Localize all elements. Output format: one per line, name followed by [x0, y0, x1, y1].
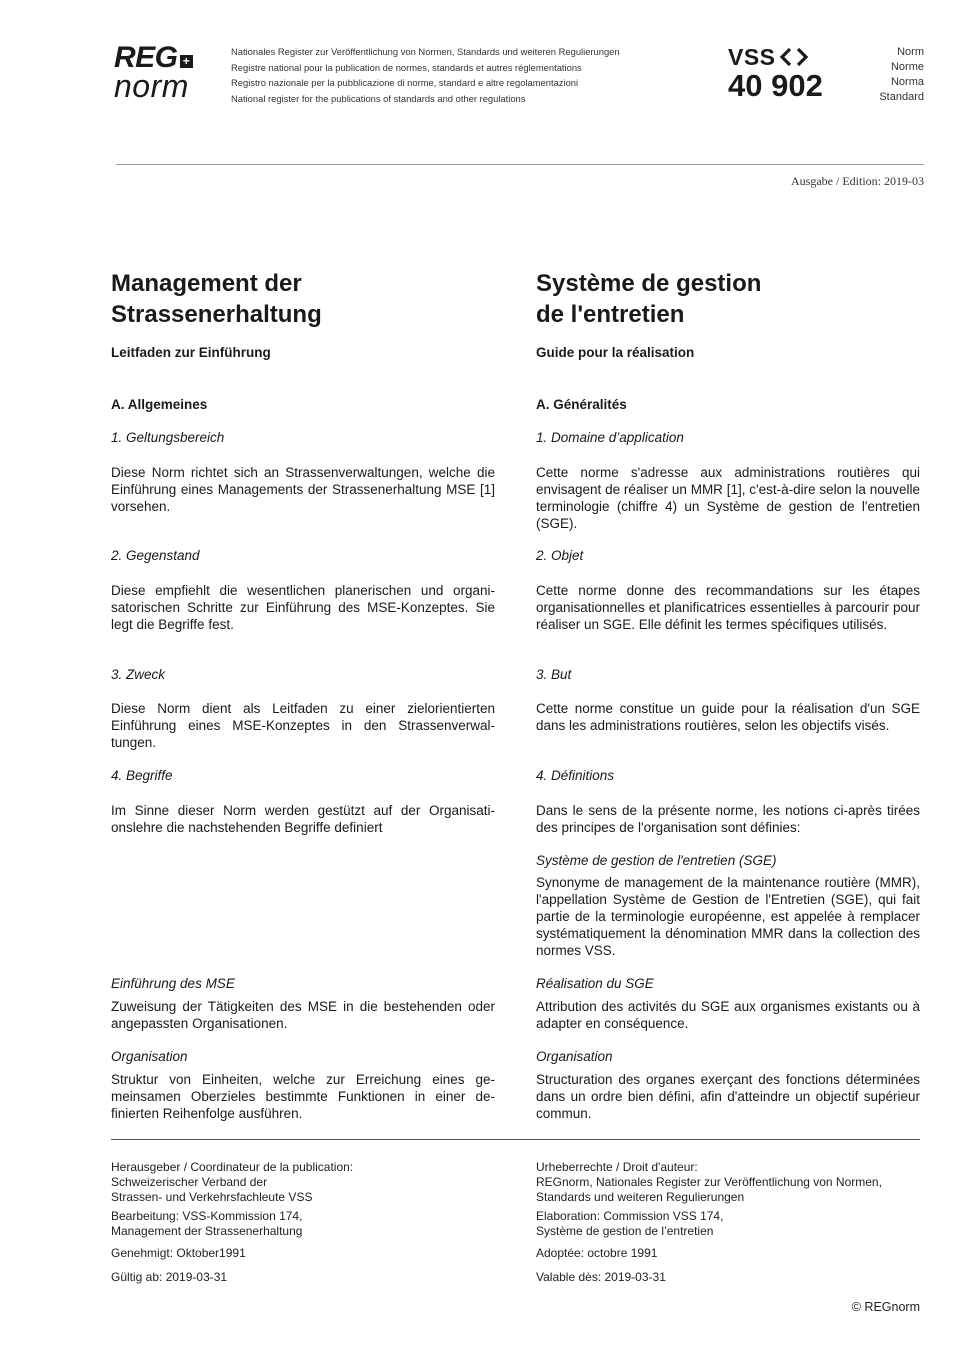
term-introduction-text: Zuweisung der Tätigkeiten des MSE in die bestehenden oder angepassten Organisationen.: [111, 999, 495, 1031]
term-organisation-text: Struktur von Einheiten, welche zur Erreichung eines gemeinsamen Oberzieles bestimmte Funktionen in einer definierten Reihenfolge ausführen.: [111, 1072, 495, 1121]
footer-divider: [111, 1139, 920, 1140]
s4-heading: 4. Begriffe: [111, 768, 173, 783]
s1-text: Cette norme s'adresse aux administrations routières qui envisagent de réaliser un MMR [1], c'est-à-dire selon la nouvelle terminologie (chiffre 4) un Système de gestion de l'entretien (SGE).: [536, 465, 920, 531]
footer-editing-de: Bearbeitung: VSS-Kommission 174, Management der Strassenerhaltung: [111, 1209, 303, 1238]
footer-publisher: Herausgeber / Coordinateur de la publication: Schweizerischer Verband der Strassen- und Verkehrsfachleute VSS: [111, 1160, 354, 1204]
norm-type-labels: [850, 45, 924, 105]
s3-heading: 3. But: [536, 667, 572, 682]
s3-text: Cette norme constitue un guide pour la réalisation d'un SGE dans les administrations routières, selon les objectifs visés.: [536, 701, 920, 733]
vss-norm-id: [728, 44, 848, 102]
s2-heading: 2. Objet: [536, 548, 584, 563]
s2-text: Diese empfiehlt die wesentlichen planerischen und organisatorischen Schritte zur Einführung des MSE-Konzeptes. Sie legt die Begriffe fest.: [111, 583, 495, 632]
norm-label-it: Norma: [890, 76, 924, 88]
term-realisation-text: Attribution des activités du SGE aux organismes existants ou à adapter en conséquence.: [536, 999, 920, 1031]
term-introduction-heading: Einführung des MSE: [111, 976, 235, 991]
term-sge-text: Synonyme de management de la maintenance routière (MMR), l'appellation Système de Gestion de l'Entretien (SGE), qui fait partie de la terminologie européenne, est appelée à remplacer systématiquement la dénomination MMR dans la collection des normes VSS.: [536, 875, 920, 958]
register-line-fr: Registre national pour la publication de normes, standards et autres réglementations: [231, 61, 582, 73]
s1-heading: 1. Geltungsbereich: [111, 430, 225, 445]
term-organisation-text: Structuration des organes exerçant des fonctions déterminées dans un ordre bien défini, afin d'atteindre un objectif supérieur commun.: [536, 1072, 920, 1121]
norm-label-de: Norm: [897, 46, 924, 58]
norm-number: 40 902: [728, 68, 823, 103]
register-line-en: National register for the publications of standards and other regulations: [231, 92, 526, 104]
header-divider: [116, 164, 924, 165]
s2-heading: 2. Gegenstand: [111, 548, 200, 563]
s1-heading: 1. Domaine d’application: [536, 430, 684, 445]
footer-approved-de: Genehmigt: Oktober1991: [111, 1246, 246, 1260]
term-organisation-heading: Organisation: [536, 1049, 613, 1064]
s3-text: Diese Norm dient als Leitfaden zu einer zielorientierten Einführung eines MSE-Konzeptes in den Strassenverwaltungen.: [111, 701, 495, 750]
regnorm-logo: [114, 41, 218, 106]
footer-valid-fr: Valable dès: 2019-03-31: [536, 1270, 666, 1284]
term-organisation-heading: Organisation: [111, 1049, 188, 1064]
register-description: [231, 44, 671, 106]
s2-text: Cette norme donne des recommandations sur les étapes organisationnelles et planificatrices essentielles à parcourir pour réaliser un SGE. Elle définit les termes spécifiques utilisés.: [536, 583, 920, 632]
footer-copyright-holder: Urheberrechte / Droit d'auteur: REGnorm, Nationales Register zur Veröffentlichung von Normen, Standards und weiteren Regulierungen: [536, 1160, 882, 1204]
footer-valid-de: Gültig ab: 2019-03-31: [111, 1270, 228, 1284]
footer-approved-fr: Adoptée: octobre 1991: [536, 1246, 658, 1260]
vss-chevron-icon: [780, 46, 810, 68]
term-sge-heading: Système de gestion de l'entretien (SGE): [536, 853, 777, 868]
logo-reg-text: REG: [114, 41, 178, 74]
register-line-it: Registro nazionale per la pubblicazione di norme, standard e altre regolamentazioni: [231, 77, 579, 88]
s4-text: Dans le sens de la présente norme, les notions ci-après tirées des principes de l'organisation sont définies:: [536, 803, 920, 835]
section-a-heading: A. Allgemeines: [111, 397, 208, 412]
title-french: Système de gestion de l'entretien: [536, 270, 762, 328]
norm-label-fr: Norme: [890, 61, 924, 73]
edition-date: Ausgabe / Edition: 2019-03: [791, 174, 924, 188]
norm-label-en: Standard: [879, 91, 924, 103]
subtitle-french: Guide pour la réalisation: [536, 345, 695, 360]
subtitle-german: Leitfaden zur Einführung: [111, 345, 271, 360]
section-a-heading: A. Généralités: [536, 397, 627, 412]
title-german: Management der Strassenerhaltung: [111, 270, 322, 328]
s4-text: Im Sinne dieser Norm werden gestützt auf der Organisationslehre die nachstehenden Begriffe definiert: [111, 803, 495, 835]
s4-heading: 4. Définitions: [536, 768, 615, 783]
logo-plus-icon: +: [180, 55, 193, 68]
s1-text: Diese Norm richtet sich an Strassenverwaltungen, welche die Einführung eines Managements der Strassenerhaltung MSE [1] vorsehen.: [111, 465, 495, 514]
term-realisation-heading: Réalisation du SGE: [536, 976, 654, 991]
s3-heading: 3. Zweck: [111, 667, 166, 682]
logo-norm-text: norm: [114, 68, 189, 104]
copyright-notice: © REGnorm: [851, 1300, 920, 1314]
footer-editing-fr: Elaboration: Commission VSS 174, Système de gestion de l’entretien: [536, 1209, 724, 1238]
vss-brand: VSS: [728, 44, 776, 70]
register-line-de: Nationales Register zur Veröffentlichung von Normen, Standards und weiteren Regulierungen: [231, 46, 620, 57]
